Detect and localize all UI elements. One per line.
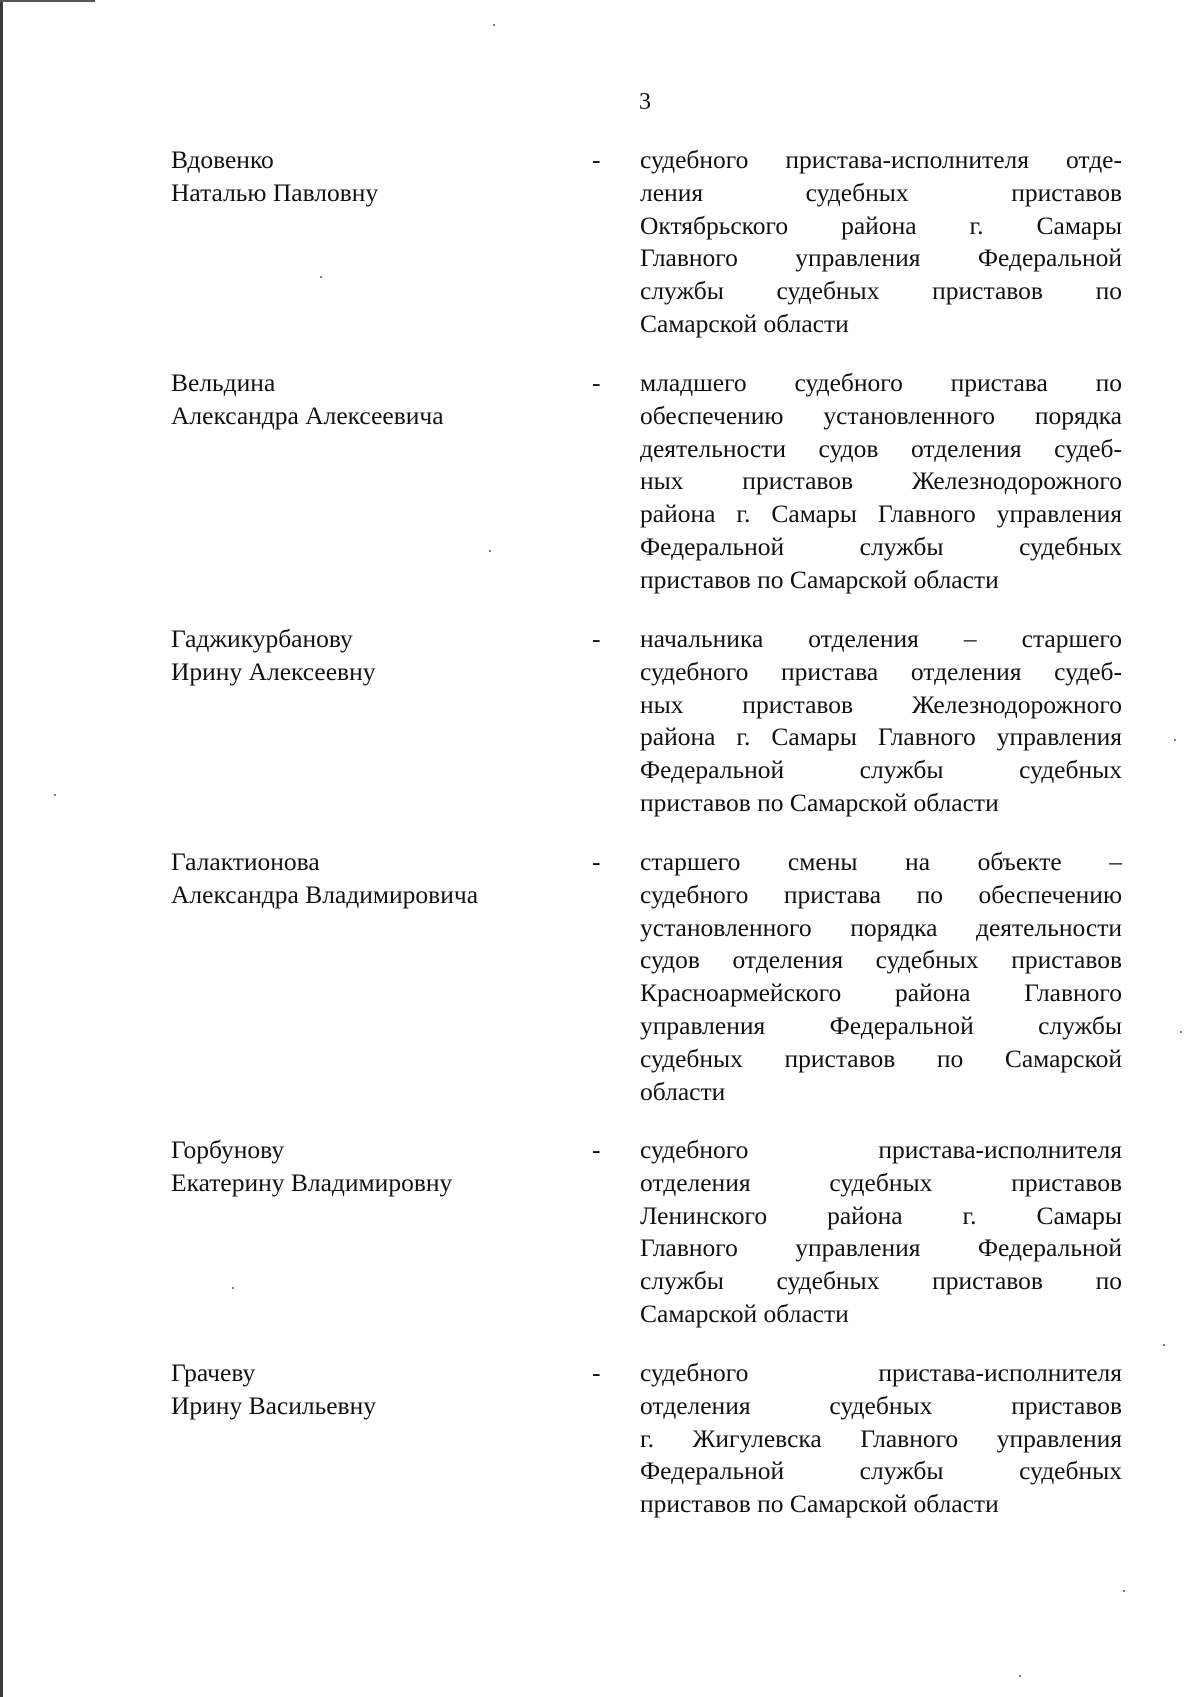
position-title bbox=[640, 1357, 1122, 1521]
separator-dash: - bbox=[592, 368, 601, 397]
position-line: приставов по Самарской области bbox=[640, 564, 999, 594]
position-line: установленного порядка деятельности bbox=[640, 912, 1122, 942]
position-line: ления судебных приставов bbox=[640, 177, 1122, 207]
scan-speck bbox=[54, 794, 56, 796]
separator-dash: - bbox=[592, 145, 601, 174]
position-line: младшего судебного пристава по bbox=[640, 368, 1122, 397]
surname: Горбунову bbox=[171, 1135, 285, 1164]
separator-dash: - bbox=[592, 1135, 601, 1164]
page-number: 3 bbox=[639, 89, 651, 115]
given-names: Ирину Васильевну bbox=[171, 1390, 376, 1420]
position-line: деятельности судов отделения судеб- bbox=[640, 433, 1122, 463]
position-line: службы судебных приставов по bbox=[640, 276, 1122, 306]
position-line: Самарской области bbox=[640, 1298, 849, 1328]
surname: Галактионова bbox=[171, 847, 320, 876]
position-line: отделения судебных приставов bbox=[640, 1167, 1122, 1197]
position-line: области bbox=[640, 1076, 726, 1106]
position-title bbox=[640, 1134, 1122, 1331]
position-line: судебных приставов по Самарской bbox=[640, 1043, 1122, 1073]
position-line: Федеральной службы судебных bbox=[640, 755, 1122, 785]
separator-dash: - bbox=[592, 847, 601, 876]
position-line: ных приставов Железнодорожного bbox=[640, 466, 1122, 496]
scan-speck bbox=[1174, 739, 1176, 741]
person-name bbox=[171, 1357, 591, 1423]
scan-speck bbox=[1180, 1031, 1182, 1033]
position-line: судебного пристава по обеспечению bbox=[640, 879, 1122, 909]
position-line: старшего смены на объекте – bbox=[640, 847, 1122, 876]
position-line: управления Федеральной службы bbox=[640, 1010, 1122, 1040]
position-line: судебного пристава-исполнителя bbox=[640, 1358, 1122, 1387]
position-line: Ленинского района г. Самары bbox=[640, 1200, 1122, 1230]
person-name bbox=[171, 846, 591, 912]
scan-speck bbox=[1163, 1344, 1165, 1346]
given-names: Александра Владимировича bbox=[171, 879, 479, 909]
scan-speck bbox=[489, 550, 491, 552]
surname: Грачеву bbox=[171, 1358, 256, 1387]
position-title bbox=[640, 367, 1122, 597]
surname: Гаджикурбанову bbox=[171, 624, 353, 653]
position-line: приставов по Самарской области bbox=[640, 1489, 999, 1519]
position-line: Октябрьского района г. Самары bbox=[640, 210, 1122, 240]
person-name bbox=[171, 367, 591, 433]
person-name bbox=[171, 623, 591, 689]
position-line: Федеральной службы судебных bbox=[640, 1456, 1122, 1486]
scan-speck bbox=[320, 276, 322, 278]
position-line: Красноармейского района Главного bbox=[640, 978, 1122, 1008]
scan-left-edge bbox=[0, 0, 3, 1697]
position-title bbox=[640, 846, 1122, 1108]
scan-speck bbox=[1019, 1675, 1021, 1677]
position-line: судебного пристава-исполнителя bbox=[640, 1135, 1122, 1164]
position-line: судебного пристава-исполнителя отде- bbox=[640, 145, 1122, 174]
given-names: Ирину Алексеевну bbox=[171, 656, 376, 686]
position-line: г. Жигулевска Главного управления bbox=[640, 1423, 1122, 1453]
surname: Вдовенко bbox=[171, 145, 274, 174]
position-line: отделения судебных приставов bbox=[640, 1390, 1122, 1420]
given-names: Екатерину Владимировну bbox=[171, 1167, 453, 1197]
position-line: судов отделения судебных приставов bbox=[640, 945, 1122, 975]
person-name bbox=[171, 144, 591, 210]
position-line: района г. Самары Главного управления bbox=[640, 722, 1122, 752]
person-name bbox=[171, 1134, 591, 1200]
position-line: Главного управления Федеральной bbox=[640, 243, 1122, 273]
separator-dash: - bbox=[592, 624, 601, 653]
given-names: Наталью Павловну bbox=[171, 177, 379, 207]
position-line: службы судебных приставов по bbox=[640, 1266, 1122, 1296]
surname: Вельдина bbox=[171, 368, 276, 397]
position-line: ных приставов Железнодорожного bbox=[640, 689, 1122, 719]
scan-speck bbox=[232, 1287, 234, 1289]
scan-speck bbox=[1123, 1590, 1125, 1592]
separator-dash: - bbox=[592, 1358, 601, 1387]
position-line: Самарской области bbox=[640, 308, 849, 338]
position-line: обеспечению установленного порядка bbox=[640, 400, 1122, 430]
position-line: начальника отделения – старшего bbox=[640, 624, 1122, 653]
position-line: района г. Самары Главного управления bbox=[640, 499, 1122, 529]
position-line: Главного управления Федеральной bbox=[640, 1233, 1122, 1263]
scan-top-mark bbox=[0, 0, 95, 2]
given-names: Александра Алексеевича bbox=[171, 400, 444, 430]
position-line: Федеральной службы судебных bbox=[640, 531, 1122, 561]
position-line: приставов по Самарской области bbox=[640, 787, 999, 817]
position-title bbox=[640, 623, 1122, 820]
position-title bbox=[640, 144, 1122, 341]
scan-speck bbox=[493, 24, 495, 26]
position-line: судебного пристава отделения судеб- bbox=[640, 656, 1122, 686]
